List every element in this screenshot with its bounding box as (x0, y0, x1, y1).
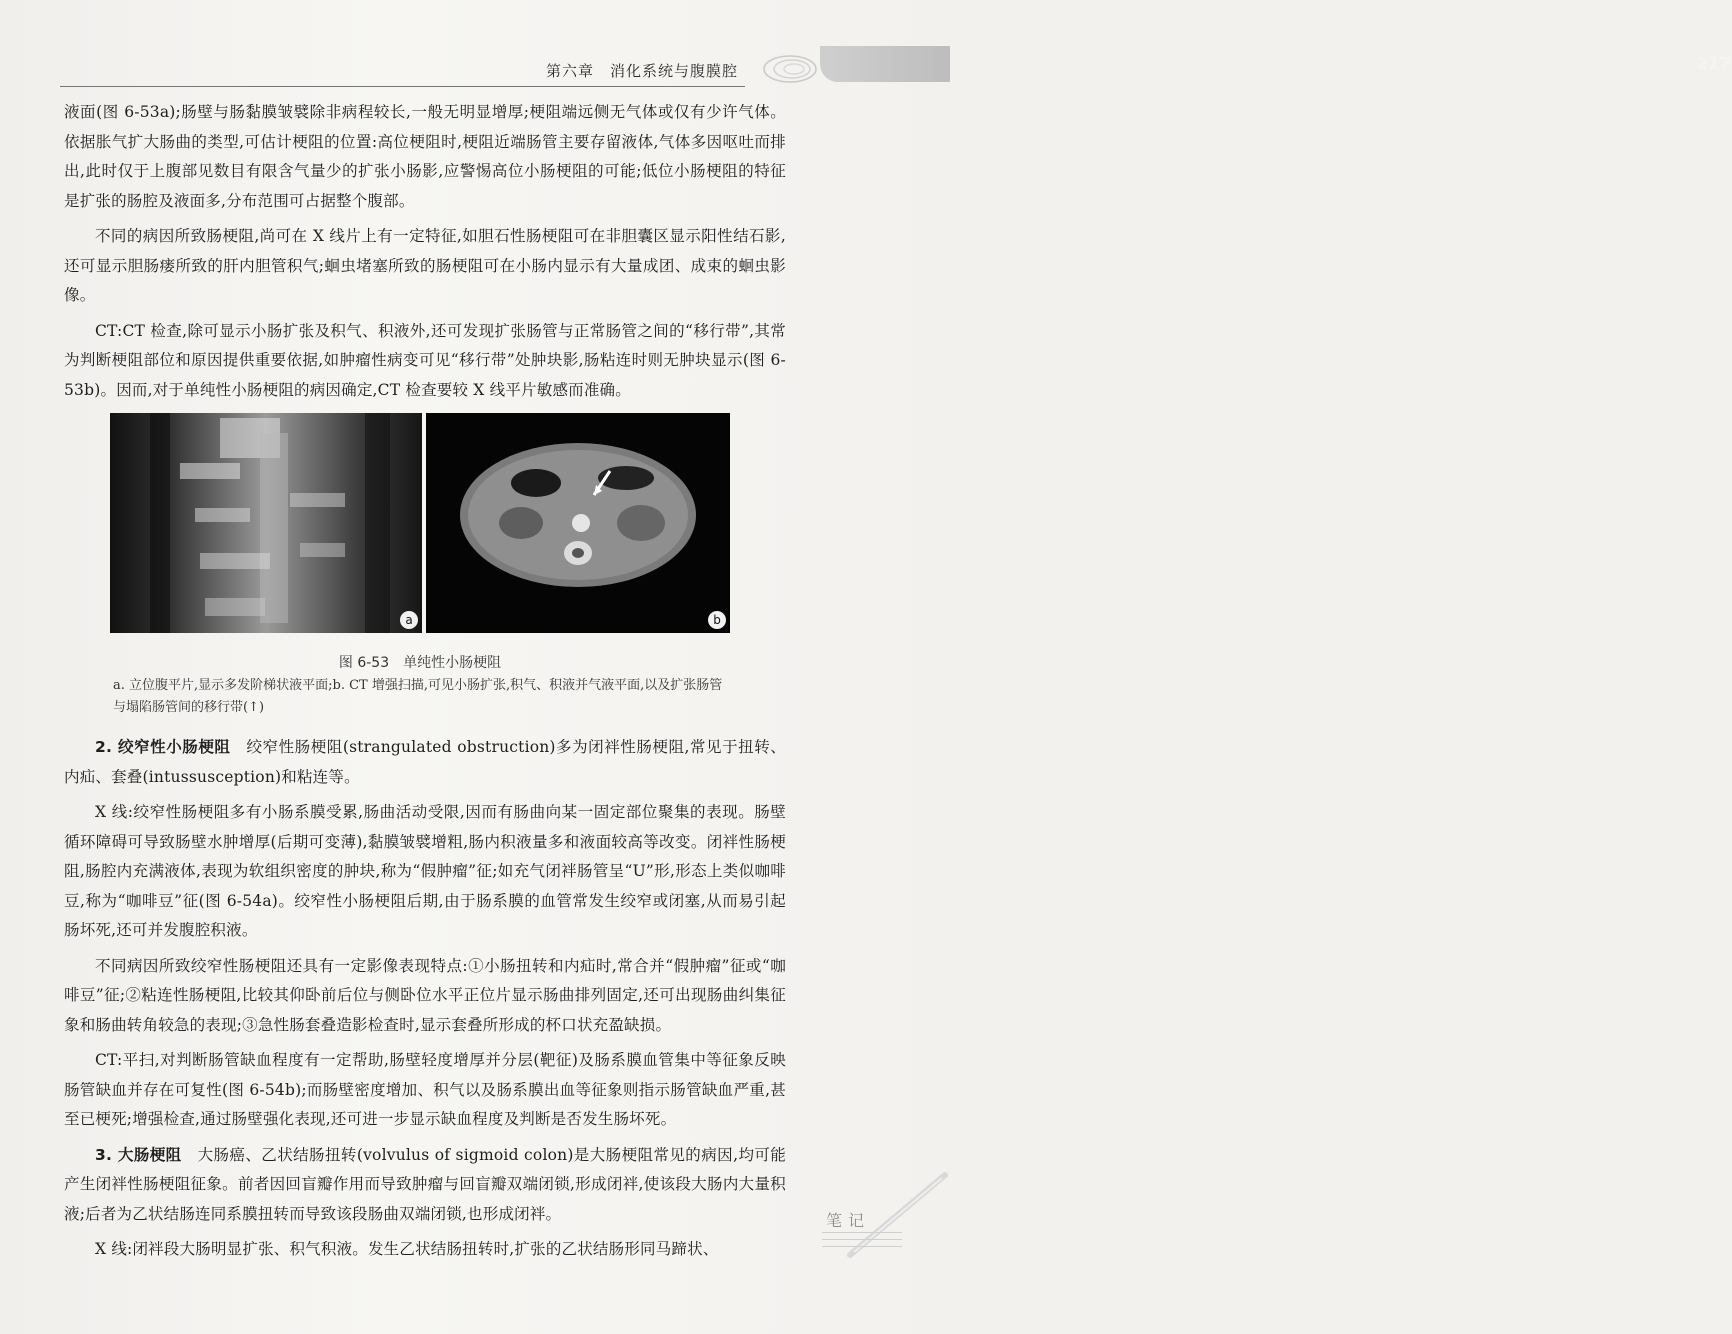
page-number-tab (820, 46, 1732, 82)
body-text-bottom (64, 733, 786, 1271)
body-text-top (64, 98, 786, 411)
chapter-title: 第六章 消化系统与腹膜腔 (545, 62, 738, 80)
figure-caption: a. 立位腹平片,显示多发阶梯状液平面;b. CT 增强扫描,可见小肠扩张,积气、积液并气液平面,以及扩张肠管与塌陷肠管间的移行带(↑) (113, 678, 723, 715)
section-3-intro (64, 1141, 786, 1230)
page-number: 217 (1696, 54, 1732, 74)
paragraph: CT:CT 检查,除可显示小肠扩张及积气、积液外,还可发现扩张肠管与正常肠管之间的“移行带”,其常为判断梗阻部位和原因提供重要依据,如肿瘤性病变可见“移行带”处肿块影,肠粘连时则无肿块显示(图 6-53b)。因而,对于单纯性小肠梗阻的病因确定,CT 检查要较 X 线平片敏感而准确。 (64, 321, 786, 399)
figure-6-53 (110, 413, 730, 633)
section-2-heading: 2. 绞窄性小肠梗阻 (95, 738, 231, 756)
xray-image (110, 413, 422, 633)
running-header (0, 48, 950, 90)
section-2-intro-text: 绞窄性肠梗阻(strangulated obstruction)多为闭袢性肠梗阻,常见于扭转、内疝、套叠(intussusception)和粘连等。 (64, 738, 786, 786)
section-3-intro-text: 大肠癌、乙状结肠扭转(volvulus of sigmoid colon)是大肠梗阻常见的病因,均可能产生闭袢性肠梗阻征象。前者因回盲瓣作用而导致肿瘤与回盲瓣双端闭锁,形成闭袢,使该段大肠内大量积液;后者为乙状结肠连同系膜扭转而导致该段肠曲双端闭锁,也形成闭袢。 (64, 1145, 787, 1223)
paragraph: X 线:闭袢段大肠明显扩张、积气积液。发生乙状结肠扭转时,扩张的乙状结肠形同马蹄状、 (95, 1240, 719, 1258)
swirl-ornament-icon (760, 52, 820, 86)
notes-lines (822, 1232, 902, 1253)
paragraph: 液面(图 6-53a);肠壁与肠黏膜皱襞除非病程较长,一般无明显增厚;梗阻端远侧无气体或仅有少许气体。依据胀气扩大肠曲的类型,可估计梗阻的位置:高位梗阻时,梗阻近端肠管主要存留液体,气体多因呕吐而排出,此时仅于上腹部见数目有限含气量少的扩张小肠影,应警惕高位小肠梗阻的可能;低位小肠梗阻的特征是扩张的肠腔及液面多,分布范围可占据整个腹部。 (64, 103, 786, 210)
paragraph: X 线:绞窄性肠梗阻多有小肠系膜受累,肠曲活动受限,因而有肠曲向某一固定部位聚集的表现。肠壁循环障碍可导致肠壁水肿增厚(后期可变薄),黏膜皱襞增粗,肠内积液量多和液面较高等改变。闭袢性肠梗阻,肠腔内充满液体,表现为软组织密度的肿块,称为“假肿瘤”征;如充气闭袢肠管呈“U”形,形态上类似咖啡豆,称为“咖啡豆”征(图 6-54a)。绞窄性小肠梗阻后期,由于肠系膜的血管常发生绞窄或闭塞,从而易引起肠坏死,还可并发腹腔积液。 (64, 803, 786, 939)
paragraph: 不同病因所致绞窄性肠梗阻还具有一定影像表现特点:①小肠扭转和内疝时,常合并“假肿瘤”征或“咖啡豆”征;②粘连性肠梗阻,比较其仰卧前后位与侧卧位水平正位片显示肠曲排列固定,还可出现肠曲纠集征象和肠曲转角较急的表现;③急性肠套叠造影检查时,显示套叠所形成的杯口状充盈缺损。 (64, 956, 786, 1034)
notes-label: 笔记 (826, 1211, 871, 1230)
ct-image (426, 413, 730, 633)
section-3-heading: 3. 大肠梗阻 (95, 1145, 182, 1164)
header-rule (60, 86, 745, 87)
section-2-intro (64, 733, 786, 792)
paragraph: CT:平扫,对判断肠管缺血程度有一定帮助,肠壁轻度增厚并分层(靶征)及肠系膜血管集中等征象反映肠管缺血并存在可复性(图 6-54b);而肠壁密度增加、积气以及肠系膜出血等征象则指示肠管缺血严重,甚至已梗死;增强检查,通过肠壁强化表现,还可进一步显示缺血程度及判断是否发生肠坏死。 (64, 1051, 786, 1128)
figure-title: 图 6-53 单纯性小肠梗阻 (338, 655, 502, 671)
figure-label-b: b (708, 611, 726, 629)
paragraph: 不同的病因所致肠梗阻,尚可在 X 线片上有一定特征,如胆石性肠梗阻可在非胆囊区显示阳性结石影,还可显示胆肠瘘所致的肝内胆管积气;蛔虫堵塞所致的肠梗阻可在小肠内显示有大量成团、成束的蛔虫影像。 (64, 227, 786, 304)
figure-label-a: a (400, 611, 418, 629)
